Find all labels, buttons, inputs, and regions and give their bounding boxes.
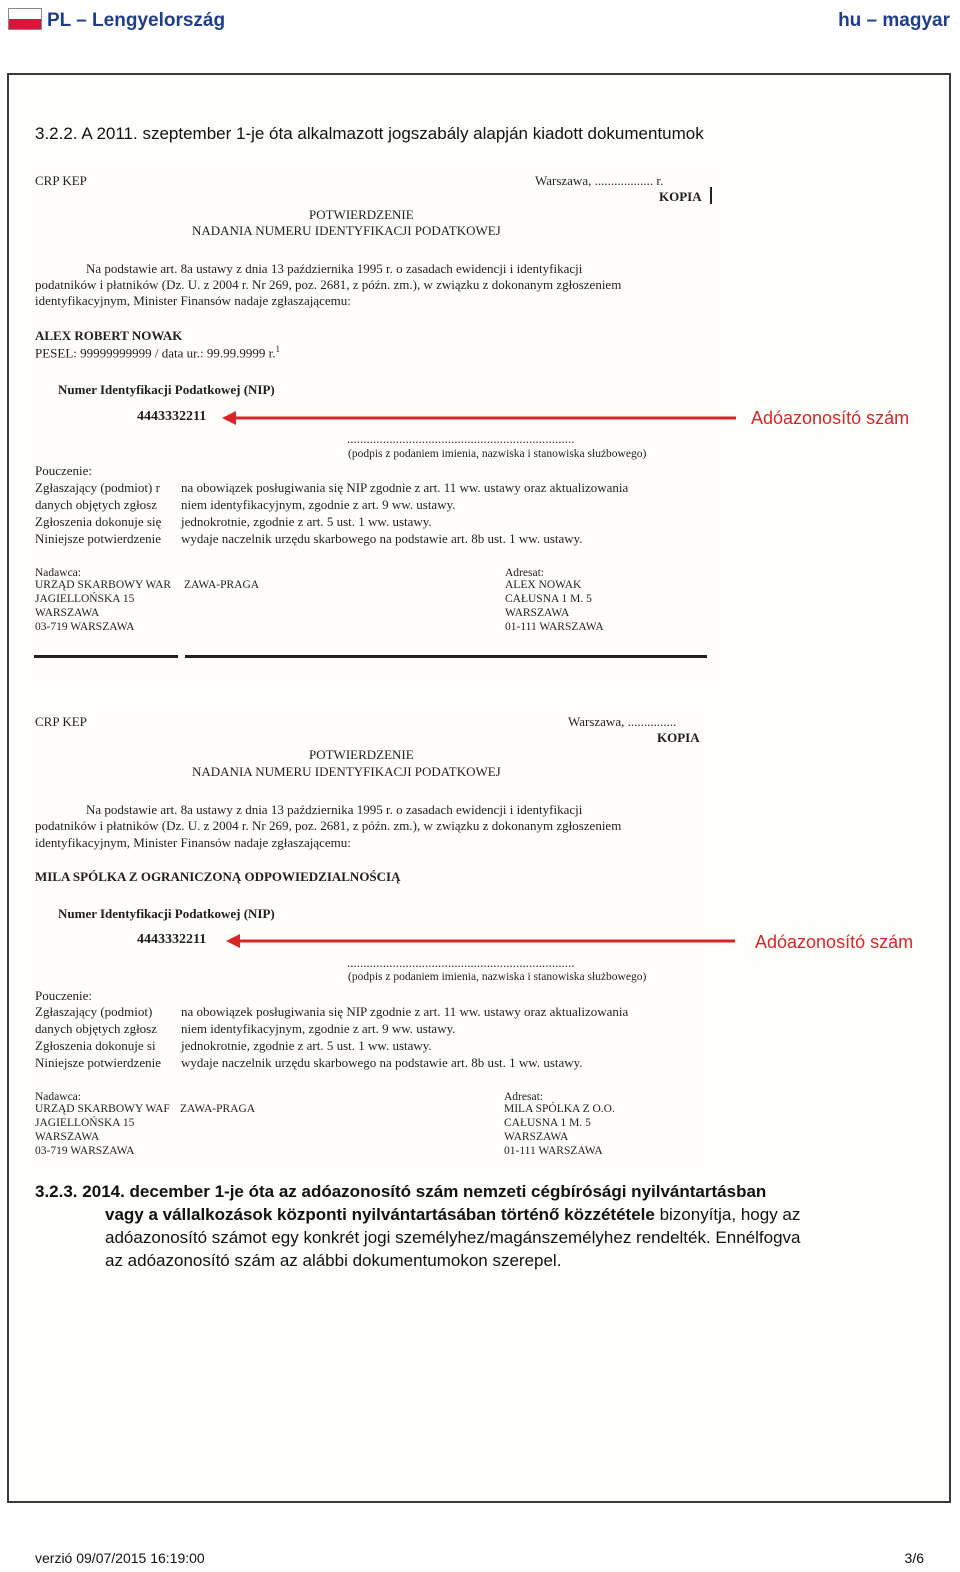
doc-addressee-label: Adresat: <box>504 1091 543 1103</box>
doc-signature-caption: (podpis z podaniem imienia, nazwiska i stanowiska służbowego) <box>348 971 647 983</box>
doc-sender-line3: WARSZAWA <box>35 1131 100 1143</box>
doc-taxpayer-name: ALEX ROBERT NOWAK <box>35 328 183 343</box>
doc-sender-line3: WARSZAWA <box>35 607 100 619</box>
doc-instruction-line3b: jednokrotnie, zgodnie z art. 5 ust. 1 ww. ustawy. <box>181 514 432 529</box>
section2-line4: az adóazonosító szám az alábbi dokumentumokon szerepel. <box>105 1251 562 1270</box>
doc-instruction-line4b: wydaje naczelnik urzędu skarbowego na podstawie art. 8b ust. 1 ww. ustawy. <box>181 1055 583 1070</box>
flag-white-stripe <box>9 9 41 19</box>
doc-instruction-line1b: na obowiązek posługiwania się NIP zgodnie z art. 11 ww. ustawy oraz aktualizowania <box>181 1004 629 1019</box>
doc-sender-label: Nadawca: <box>35 567 81 579</box>
flag-red-stripe <box>9 19 41 29</box>
doc-sender-line4: 03-719 WARSZAWA <box>35 621 135 633</box>
doc-bottom-rule-left <box>34 655 178 658</box>
language-title: hu – magyar <box>838 10 950 31</box>
doc-sender-line1a: URZĄD SKARBOWY WAR <box>35 579 172 591</box>
doc-nip-label: Numer Identyfikacji Podatkowej (NIP) <box>58 906 275 921</box>
doc-sender-line1a: URZĄD SKARBOWY WAF <box>35 1103 170 1115</box>
doc-sender-line1b: ZAWA-PRAGA <box>184 579 260 591</box>
doc-copy-bar <box>710 187 712 204</box>
poland-flag-icon <box>8 8 42 30</box>
doc-instruction-line2b: niem identyfikacyjnym, zgodnie z art. 9 ww. ustawy. <box>181 497 456 512</box>
section2-line1-text: 2014. december 1-je óta az adóazonosító szám nemzeti cégbírósági nyilvántartásban <box>82 1182 767 1201</box>
page-header <box>0 0 960 44</box>
doc-addressee-line1: ALEX NOWAK <box>505 579 582 591</box>
section-number: 3.2.3. <box>35 1182 78 1201</box>
doc-instruction-line3a: Zgłoszenia dokonuje si <box>35 1038 156 1053</box>
nip-arrow-1 <box>222 410 737 426</box>
doc-sender-line4: 03-719 WARSZAWA <box>35 1145 135 1157</box>
doc-issuer: CRP KEP <box>35 173 87 188</box>
doc-instruction-line1b: na obowiązek posługiwania się NIP zgodnie z art. 11 ww. ustawy oraz aktualizowania <box>181 480 629 495</box>
doc-instruction-line1a: Zgłaszający (podmiot) r <box>35 480 160 495</box>
doc-intro-line1: Na podstawie art. 8a ustawy z dnia 13 października 1995 r. o zasadach ewidencji i identyfikacji <box>86 802 583 817</box>
version-info: verzió 09/07/2015 16:19:00 <box>35 1550 205 1566</box>
doc-instruction-title: Pouczenie: <box>35 463 93 478</box>
doc-signature-dots: ...................................................................... <box>347 431 575 446</box>
doc-intro-line3: identyfikacyjnym, Minister Finansów nadaje zgłaszającemu: <box>35 293 351 308</box>
doc-intro-line2: podatników i płatników (Dz. U. z 2004 r. Nr 269, poz. 2681, z późn. zm.), w związku z dokonanym zgłoszeniem <box>35 277 622 292</box>
doc-copy-mark: KOPIA <box>659 189 702 204</box>
section2-line3: adóazonosító számot egy konkrét jogi személyhez/magánszemélyhez rendelték. Ennélfogva <box>105 1228 801 1247</box>
doc-nip-value: 4443332211 <box>137 932 207 947</box>
doc-title-line1: POTWIERDZENIE <box>309 747 414 762</box>
doc-addressee-line2: CAŁUSNA 1 M. 5 <box>504 1117 591 1129</box>
doc-instruction-line2a: danych objętych zgłosz <box>35 497 158 512</box>
doc-sender-label: Nadawca: <box>35 1091 81 1103</box>
doc-issuer: CRP KEP <box>35 714 87 729</box>
doc-addressee-line1: MILA SPÓLKA Z O.O. <box>504 1103 615 1115</box>
section2-line2 <box>35 1203 925 1226</box>
doc-instruction-line2b: niem identyfikacyjnym, zgodnie z art. 9 ww. ustawy. <box>181 1021 456 1036</box>
doc-place-date: Warszawa, .................. r. <box>535 173 664 188</box>
doc-instruction-line2a: danych objętych zgłosz <box>35 1021 158 1036</box>
doc-intro-line3: identyfikacyjnym, Minister Finansów nadaje zgłaszającemu: <box>35 835 351 850</box>
nip-arrow-1-head <box>222 411 236 425</box>
doc-place-date: Warszawa, ............... <box>568 714 677 729</box>
doc-sender-line2: JAGIELLOŃSKA 15 <box>35 593 135 605</box>
doc-copy-mark: KOPIA <box>657 730 700 745</box>
doc-nip-label: Numer Identyfikacji Podatkowej (NIP) <box>58 382 275 397</box>
doc-nip-value: 4443332211 <box>137 409 207 424</box>
section2-line2-bold: vagy a vállalkozások központi nyilvántartásában történő közzététele <box>105 1205 655 1224</box>
section-3-2-3 <box>35 1180 925 1272</box>
doc-addressee-line3: WARSZAWA <box>504 1131 569 1143</box>
doc-intro-line2: podatników i płatników (Dz. U. z 2004 r. Nr 269, poz. 2681, z późn. zm.), w związku z dokonanym zgłoszeniem <box>35 818 622 833</box>
page-number: 3/6 <box>904 1550 924 1566</box>
doc-title-line2: NADANIA NUMERU IDENTYFIKACJI PODATKOWEJ <box>192 223 501 238</box>
doc-instruction-line4b: wydaje naczelnik urzędu skarbowego na podstawie art. 8b ust. 1 ww. ustawy. <box>181 531 583 546</box>
doc-pesel-text: PESEL: 99999999999 / data ur.: 99.99.9999 r. <box>35 345 276 361</box>
tax-id-label-1: Adóazonosító szám <box>751 408 910 428</box>
doc-instruction-line3b: jednokrotnie, zgodnie z art. 5 ust. 1 ww. ustawy. <box>181 1038 432 1053</box>
doc-addressee-line4: 01-111 WARSZAWA <box>505 621 604 633</box>
section-heading-3-2-2: 3.2.2. A 2011. szeptember 1-je óta alkalmazott jogszabály alapján kiadott dokumentumok <box>35 124 704 143</box>
doc-instruction-line4a: Niniejsze potwierdzenie <box>35 1055 161 1070</box>
doc-signature-caption: (podpis z podaniem imienia, nazwiska i stanowiska służbowego) <box>348 448 647 460</box>
doc-bottom-rule-right <box>185 655 707 658</box>
doc-intro-line1: Na podstawie art. 8a ustawy z dnia 13 października 1995 r. o zasadach ewidencji i identyfikacji <box>86 261 583 276</box>
tax-id-label-2: Adóazonosító szám <box>755 932 914 952</box>
country-title: PL – Lengyelország <box>47 10 226 31</box>
doc-instruction-title: Pouczenie: <box>35 988 93 1003</box>
doc-footnote-mark: 1 <box>275 344 280 354</box>
doc-title-line1: POTWIERDZENIE <box>309 207 414 222</box>
doc-instruction-line1a: Zgłaszający (podmiot) <box>35 1004 153 1019</box>
nip-arrow-2 <box>226 933 736 949</box>
doc-instruction-line3a: Zgłoszenia dokonuje się <box>35 514 162 529</box>
doc-signature-dots: ...................................................................... <box>347 955 575 970</box>
section2-line1 <box>35 1180 925 1203</box>
doc-company-name: MILA SPÓLKA Z OGRANICZONĄ ODPOWIEDZIALNOŚCIĄ <box>35 869 401 884</box>
doc-instruction-line4a: Niniejsze potwierdzenie <box>35 531 161 546</box>
doc-sender-line1b: ZAWA-PRAGA <box>180 1103 256 1115</box>
nip-arrow-2-head <box>226 934 240 948</box>
doc-addressee-label: Adresat: <box>505 567 544 579</box>
doc-addressee-line2: CAŁUSNA 1 M. 5 <box>505 593 592 605</box>
doc-addressee-line3: WARSZAWA <box>505 607 570 619</box>
doc-title-line2: NADANIA NUMERU IDENTYFIKACJI PODATKOWEJ <box>192 764 501 779</box>
doc-pesel <box>35 345 280 359</box>
doc-sender-line2: JAGIELLOŃSKA 15 <box>35 1117 135 1129</box>
doc-addressee-line4: 01-111 WARSZAWA <box>504 1145 603 1157</box>
section2-line2-rest: bizonyítja, hogy az <box>654 1205 801 1224</box>
